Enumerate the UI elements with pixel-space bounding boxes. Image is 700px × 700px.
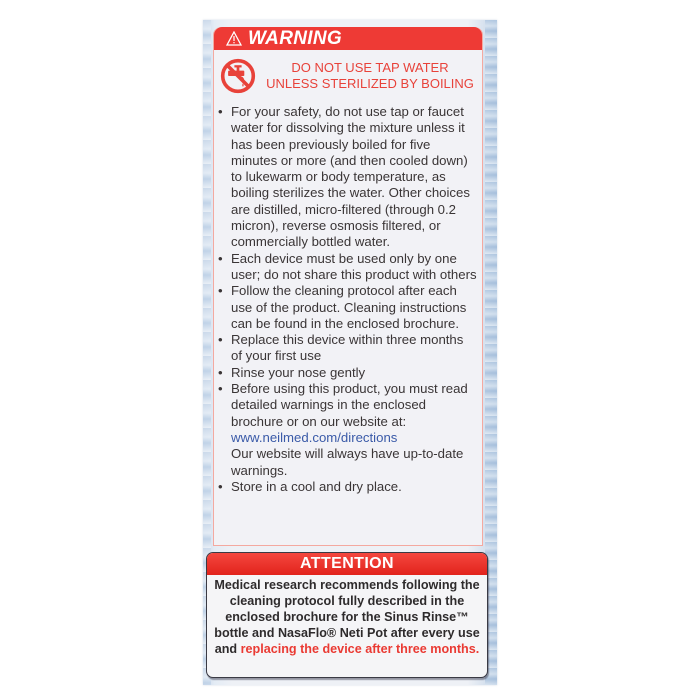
warning-box [213,27,483,546]
attention-body: Medical research recommends following the cleaning protocol fully described in the enclosed brochure for the Sinus Rinse™ bottle and NasaFlo® Neti Pot after every use and [214,578,480,656]
no-tap-water-icon [220,58,256,94]
warning-bullet: • For your safety, do not use tap or faucet water for dissolving the mixture unless it has been previously boiled for five minutes or more (and then cooled down) to lukewarm or body temperature, as boiling sterilizes the water. Other choices are distilled, micro-filtered (through 0.2 micron), reverse osmosis filtered, or commercially bottled water. [231,104,478,251]
attention-highlight: replacing the device after three months. [240,642,480,656]
warning-bullet: • Rinse your nose gently [231,365,478,381]
warning-bullet-website [231,381,478,479]
tap-notice-line1: DO NOT USE TAP WATER [291,60,449,75]
website-link[interactable]: www.neilmed.com/directions [231,429,398,445]
tap-water-text [262,60,482,92]
warning-bullet: • Store in a cool and dry place. [231,479,478,495]
attention-text [207,575,487,657]
warning-bullet-list [214,104,482,495]
warning-bullet: • Replace this device within three months of your first use [231,332,478,365]
website-intro-text: Before using this product, you must read detailed warnings in the enclosed brochure or on our website at: [231,381,468,429]
tap-water-notice [214,50,482,94]
attention-box [206,552,488,678]
tap-notice-line2: UNLESS STERILIZED BY BOILING [266,76,474,91]
warning-header [214,27,482,50]
warning-title: WARNING [248,27,342,49]
warning-triangle-icon [226,31,242,46]
warning-bullet: • Each device must be used only by one user; do not share this product with others [231,251,478,284]
warning-bullet: • Follow the cleaning protocol after each use of the product. Cleaning instructions can be found in the enclosed brochure. [231,283,478,332]
attention-title: ATTENTION [207,553,487,575]
website-note: Our website will always have up-to-date warnings. [231,446,464,478]
